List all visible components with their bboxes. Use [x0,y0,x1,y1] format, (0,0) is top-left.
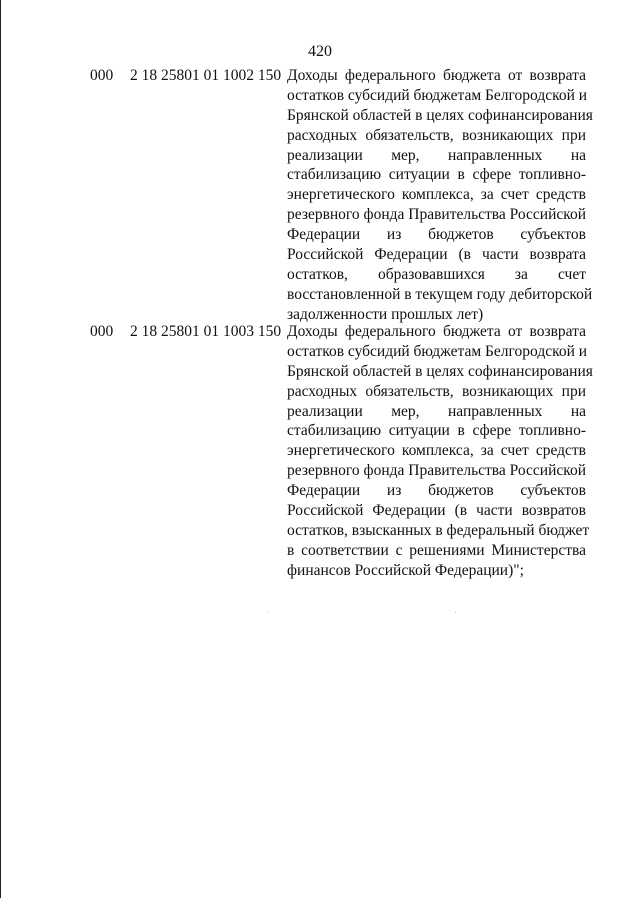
description-line: резервного фонда Правительства Российской [287,462,587,480]
scan-speck [268,611,269,612]
description-line: задолженности прошлых лет) [287,305,484,323]
income-description [287,66,593,325]
description-line: Брянской областей в целях софинансирования [287,106,593,124]
scan-speck [455,612,456,613]
description-line: реализации мер, направленных на [287,146,586,164]
budget-classification-code: 2 18 25801 01 1003 150 [130,323,282,340]
description-line: остатков субсидий бюджетам Белгородской и [287,342,588,360]
description-line: восстановленной в текущем году дебиторской [287,285,593,303]
description-line: резервного фонда Правительства Российской [287,206,587,224]
description-line: расходных обязательств, возникающих при [287,382,586,400]
description-line: расходных обязательств, возникающих при [287,126,586,144]
admin-code: 000 [90,323,114,340]
admin-code: 000 [90,67,114,84]
income-description [287,322,593,581]
description-line: финансов Российской Федерации)"; [287,561,524,579]
description-line: остатков, взысканных в федеральный бюджет [287,521,590,539]
description-line: стабилизацию ситуации в сфере топливно- [287,166,586,184]
description-line: реализации мер, направленных на [287,402,586,420]
description-line: стабилизацию ситуации в сфере топливно- [287,422,586,440]
description-line: Федерации из бюджетов субъектов [287,226,586,244]
description-line: Доходы федерального бюджета от возврата [287,67,586,84]
description-line: энергетического комплекса, за счет средств [287,442,586,460]
description-line: Российской Федерации (в части возвратов [287,502,586,520]
description-line: в соответствии с решениями Министерства [287,541,586,559]
budget-classification-code: 2 18 25801 01 1002 150 [130,67,282,84]
description-line: энергетического комплекса, за счет средств [287,186,586,204]
scan-edge [0,0,1,898]
description-line: Российской Федерации (в части возврата [287,246,586,264]
description-line: Брянской областей в целях софинансирования [287,362,593,380]
description-line: Федерации из бюджетов субъектов [287,482,586,500]
description-line: Доходы федерального бюджета от возврата [287,323,586,340]
description-line: остатков, образовавшихся за счет [287,265,586,283]
page-number: 420 [308,43,332,60]
description-line: остатков субсидий бюджетам Белгородской и [287,86,588,104]
